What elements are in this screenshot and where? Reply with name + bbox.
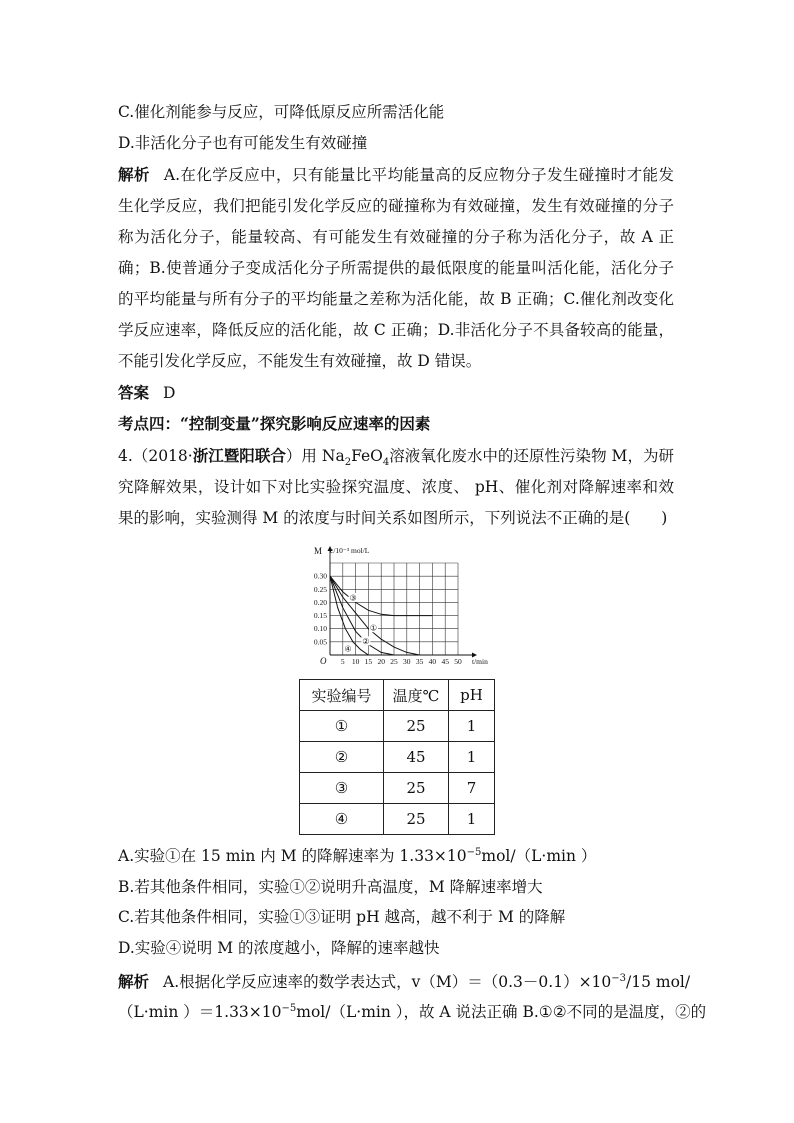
- x-tick-label: 40: [428, 657, 437, 666]
- table-cell: ③: [300, 773, 384, 804]
- question-line: [118, 446, 674, 469]
- analysis-line: 学反应速率，降低反应的活化能，故 C 正确；D.非活化分子不具备较高的能量，: [118, 321, 674, 339]
- header-cell: 温度℃: [384, 680, 449, 711]
- series-label: ③: [349, 593, 357, 603]
- analysis-line: 称为活化分子，能量较高、有可能发生有效碰撞的分子称为活化分子，故 A 正: [118, 228, 674, 246]
- y-tick-label: 0.25: [313, 584, 327, 594]
- option-b: B.若其他条件相同，实验①②说明升高温度，M 降解速率增大: [118, 878, 543, 896]
- x-tick-label: 35: [415, 657, 424, 666]
- table-header-row: [300, 680, 495, 711]
- header-cell: pH: [449, 680, 495, 711]
- series-label: ①: [369, 623, 378, 633]
- x-tick-label: 25: [390, 657, 398, 666]
- table-cell: ①: [300, 711, 384, 742]
- table-cell: 1: [449, 711, 495, 742]
- subscript: 2: [344, 457, 352, 469]
- x-axis-label: t/min: [472, 657, 488, 666]
- analysis-line: 确；B.使普通分子变成活化分子所需提供的最低限度的能量叫活化能，活化分子: [118, 259, 674, 277]
- table-cell: ②: [300, 742, 384, 773]
- table-cell: 1: [449, 742, 495, 773]
- analysis-line: [118, 165, 674, 185]
- x-tick-label: 15: [364, 657, 373, 666]
- option-c: C.若其他条件相同，实验①③证明 pH 越高，越不利于 M 的降解: [118, 908, 566, 926]
- table-cell: 45: [384, 742, 449, 773]
- analysis2-line: [118, 972, 691, 992]
- answer-line: [118, 383, 674, 403]
- question-line: 究降解效果，设计如下对比实验探究温度、浓度、 pH、催化剂对降解速率和效: [118, 478, 674, 496]
- question-text: ）用 Na: [285, 447, 345, 465]
- chart-grid: [330, 563, 458, 655]
- table-cell: 25: [384, 773, 449, 804]
- question-source: 浙江暨阳联合: [192, 446, 286, 465]
- x-tick-label: 45: [441, 657, 449, 666]
- subscript: 4: [382, 457, 390, 469]
- x-tick-label: 10: [351, 657, 360, 666]
- analysis-line: 不能引发化学反应，不能发生有效碰撞，故 D 错误。: [118, 352, 482, 370]
- analysis-text: /15 mol/: [626, 973, 691, 991]
- table-row: [300, 711, 495, 742]
- analysis-label: 解析: [118, 165, 150, 184]
- analysis-text: mol/（L·min ），故 A 说法正确 B.①②不同的是温度，②的: [296, 1003, 707, 1021]
- answer-value: D: [163, 384, 176, 402]
- y-tick-label: 0.15: [313, 611, 327, 621]
- y-tick-label: 0.10: [313, 624, 327, 634]
- analysis-line: 的平均能量与所有分子的平均能量之差称为活化能，故 B 正确；C.催化剂改变化: [118, 290, 674, 308]
- analysis-label: 解析: [118, 972, 150, 991]
- analysis2-line: [118, 1002, 707, 1022]
- analysis-text: A.在化学反应中，只有能量比平均能量高的反应物分子发生碰撞时才能发: [163, 166, 674, 184]
- table-row: [300, 742, 495, 773]
- table-row: [300, 773, 495, 804]
- table-cell: 7: [449, 773, 495, 804]
- x-tick-label: 30: [403, 657, 411, 666]
- y-axis-unit-label: c/10⁻³ mol/L: [330, 546, 370, 555]
- question-text: 溶液氧化废水中的还原性污染物 M，为研: [389, 447, 674, 465]
- x-tick-label: 5: [340, 657, 345, 666]
- option-c-prev: C.催化剂能参与反应，可降低原反应所需活化能: [118, 103, 445, 121]
- origin-label: O: [320, 656, 327, 666]
- question-text: FeO: [351, 447, 383, 465]
- topic-heading: 考点四：“控制变量”探究影响反应速率的因素: [118, 414, 431, 433]
- y-tick-label: 0.05: [313, 637, 327, 647]
- y-axis-top-label: M: [314, 546, 323, 556]
- x-tick-label: 20: [377, 657, 385, 666]
- question-line: 果的影响，实验测得 M 的浓度与时间关系如图所示，下列说法不正确的是( ): [118, 509, 668, 527]
- option-a: [118, 846, 674, 866]
- series-label: ②: [362, 636, 370, 646]
- table-row: [300, 804, 495, 835]
- header-cell: 实验编号: [300, 680, 384, 711]
- option-text: mol/（L·min ）: [481, 847, 597, 865]
- y-tick-label: 0.20: [313, 597, 327, 607]
- x-tick-label: 50: [454, 657, 462, 666]
- table-cell: 25: [384, 711, 449, 742]
- option-text: A.实验①在 15 min 内 M 的降解速率为 1.33×10: [118, 847, 467, 865]
- y-tick-label: 0.30: [313, 571, 327, 581]
- table-cell: 25: [384, 804, 449, 835]
- answer-label: 答案: [118, 383, 150, 402]
- analysis-text: （L·min ）＝1.33×10: [118, 1003, 282, 1021]
- table-cell: 1: [449, 804, 495, 835]
- option-d: D.实验④说明 M 的浓度越小，降解的速率越快: [118, 939, 440, 957]
- series-label: ④: [344, 644, 352, 654]
- analysis-text: A.根据化学反应速率的数学表达式，v（M）＝（0.3－0.1）×10: [163, 973, 612, 991]
- option-d-prev: D.非活化分子也有可能发生有效碰撞: [118, 134, 368, 152]
- superscript: −5: [466, 846, 482, 858]
- superscript: −5: [281, 1002, 297, 1014]
- analysis-line: 生化学反应，我们把能引发化学反应的碰撞称为有效碰撞，发生有效碰撞的分子: [118, 197, 674, 215]
- concentration-time-chart: [296, 543, 496, 671]
- question-number: 4.（2018·: [118, 447, 193, 465]
- experiment-table: [299, 679, 495, 835]
- superscript: −3: [611, 972, 627, 984]
- table-cell: ④: [300, 804, 384, 835]
